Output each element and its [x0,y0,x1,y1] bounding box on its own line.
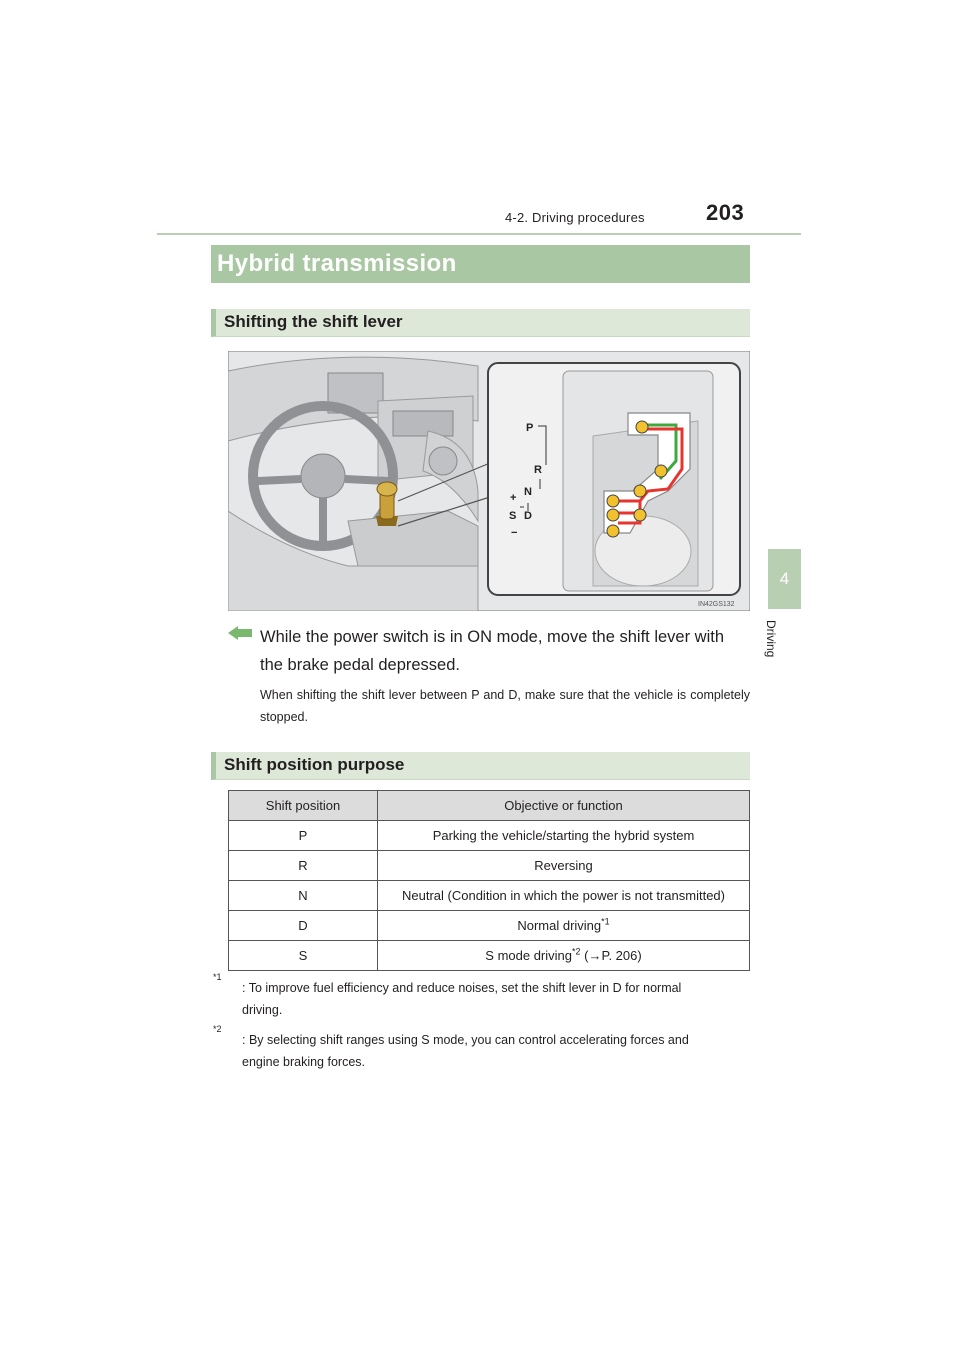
gate-label-r: R [534,464,542,476]
footnote-2: *2 : By selecting shift ranges using S mode, you can control accelerating forces and engine braking forces. [213,1029,750,1073]
table-header-row [229,791,750,821]
table-cell-position: S [229,941,378,971]
table-cell-function: Normal driving$^{*1}$ [378,911,750,941]
table-cell-position: R [229,851,378,881]
table-row [229,911,750,941]
header-rule [157,233,801,235]
table-row [229,881,750,911]
table-cell-function: Neutral (Condition in which the power is not transmitted) [378,881,750,911]
gate-label-p: P [526,422,534,434]
shift-lever-illustration [228,351,750,611]
table-row [229,851,750,881]
s-label-minus: − [511,527,518,539]
shift-position-table [228,790,750,971]
table-cell-position: N [229,881,378,911]
s-label-s: S [509,510,517,522]
chapter-tab[interactable] [768,549,801,609]
table-cell-function: S mode driving$^{*2}$ (→P. 206) [378,941,750,971]
footnote-1-text: : To improve fuel efficiency and reduce noises, set the shift lever in D for normal [242,981,682,995]
page-reference-link[interactable]: (→P. 206) [580,948,642,963]
table-row [229,821,750,851]
gate-label-d: D [524,510,532,522]
instruction-main: While the power switch is in ON mode, move the shift lever with the brake pedal depressed. [260,628,725,674]
subsection-title-purpose: Shift position purpose [224,755,405,774]
footnote-1-continuation: driving. [242,1003,283,1017]
table-cell-function: Parking the vehicle/starting the hybrid system [378,821,750,851]
table-row [229,941,750,971]
footnote-2-text: : By selecting shift ranges using S mode, you can control accelerating forces and [242,1033,689,1047]
chapter-side-label [762,620,802,680]
figure-code: IN42GS132 [698,601,735,608]
instruction-note: When shifting the shift lever between P and D, make sure that the vehicle is completely stopped. [260,688,750,724]
section-title-bar [211,245,750,283]
footnote-2-continuation: engine braking forces. [242,1055,365,1069]
chapter-side-label-text: Driving [764,620,778,658]
chapter-tab-number: 4 [779,569,790,588]
table-cell-function: Reversing [378,851,750,881]
table-cell-position: D [229,911,378,941]
table-header-shift-position: Shift position [229,791,378,821]
table-cell-position: P [229,821,378,851]
gate-label-n: N [524,486,532,498]
footnote-1: *1 : To improve fuel efficiency and reduce noises, set the shift lever in D for normal driving. [213,977,750,1021]
section-title: Hybrid transmission [217,250,457,277]
running-header-section: 4-2. Driving procedures [505,210,645,225]
subsection-title-shifting: Shifting the shift lever [224,312,403,331]
instruction-arrow-icon [228,626,252,640]
table-header-objective: Objective or function [378,791,750,821]
subsection-bar-purpose [211,752,750,780]
s-label-plus: + [510,492,517,504]
page-number: 203 [706,200,745,225]
subsection-bar-shifting [211,309,750,337]
